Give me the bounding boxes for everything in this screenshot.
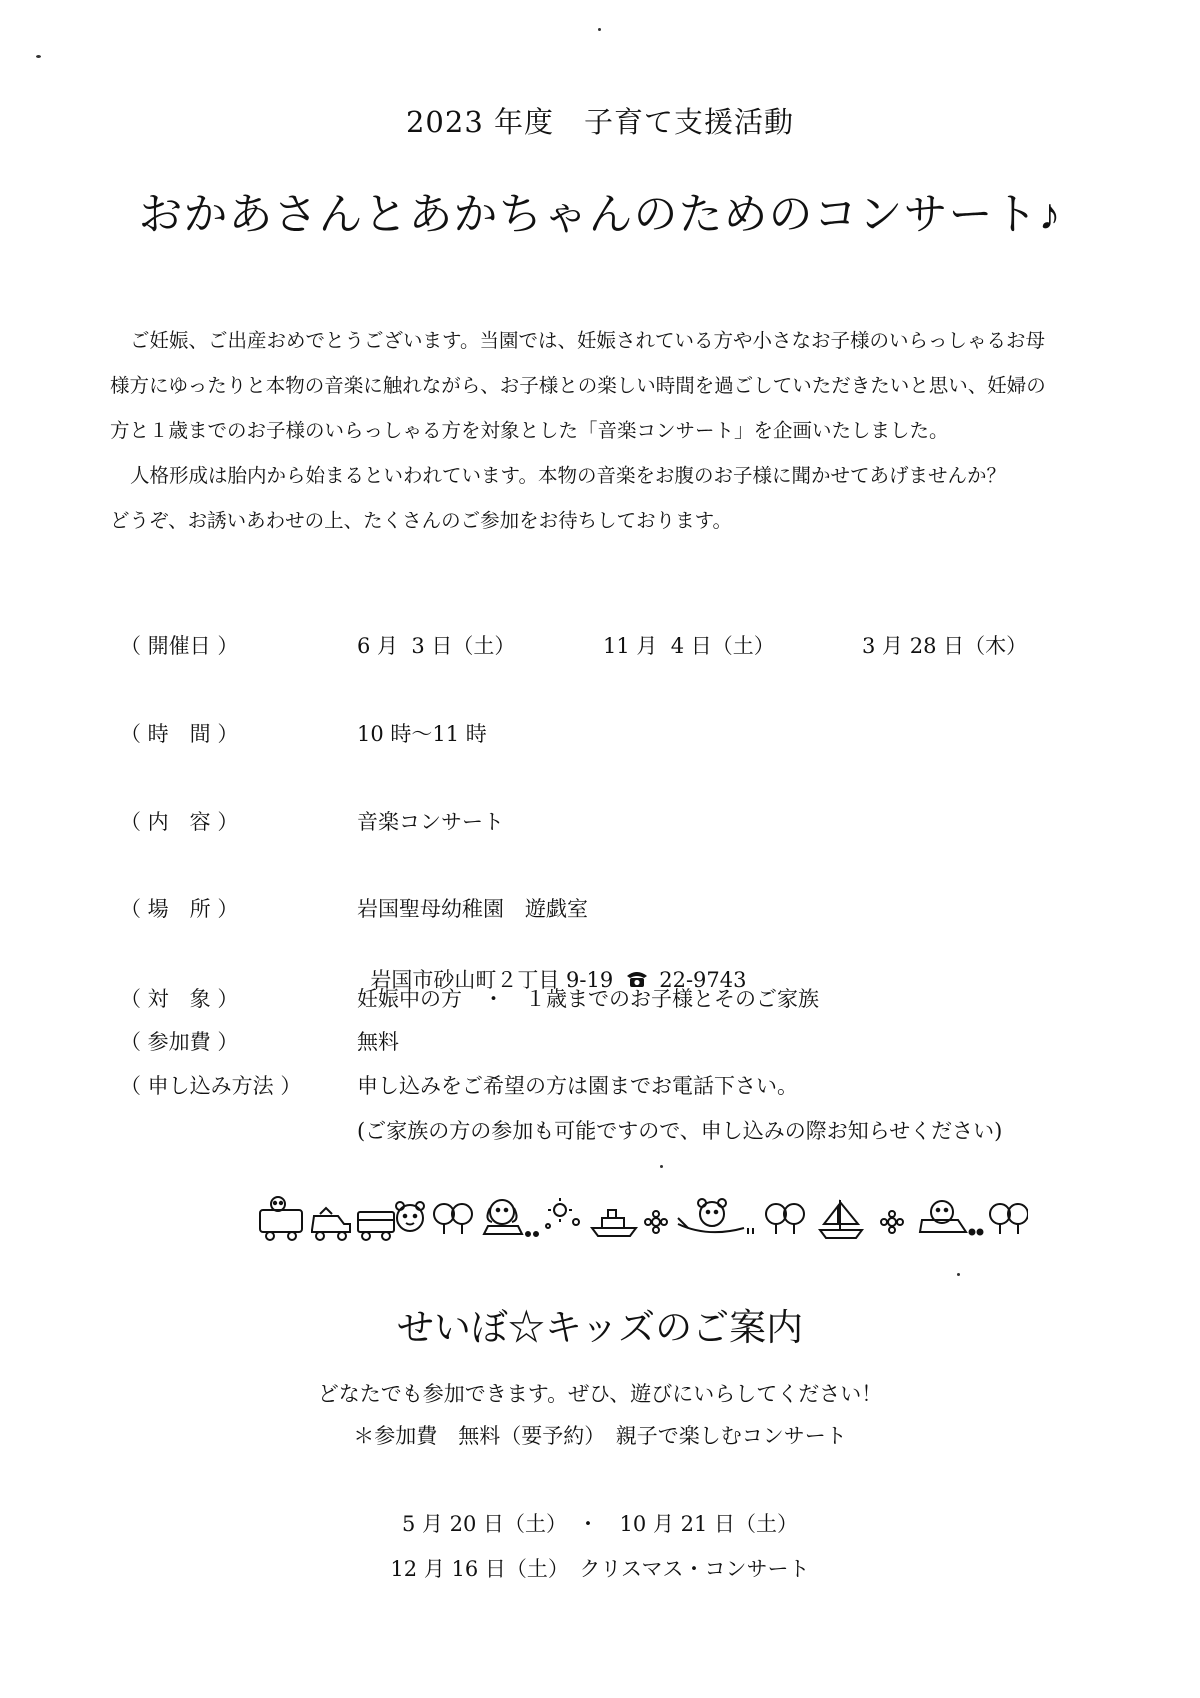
main-title: おかあさんとあかちゃんのためのコンサート♪: [138, 189, 1062, 240]
scan-speck: [957, 1273, 960, 1276]
sun-icon: [546, 1198, 579, 1228]
date-3: 3 月 28 日（木）: [862, 634, 1028, 658]
kids-dates-1: 5 月 20 日（土） ・ 10 月 21 日（土）: [401, 1512, 799, 1536]
flower-icon: [645, 1211, 667, 1233]
decorative-illustration-border: [258, 1190, 1028, 1246]
kids-line-1: どなたでも参加できます。ぜひ、遊びにいらしてください！: [317, 1382, 883, 1406]
content-value: 音楽コンサート: [357, 810, 504, 834]
scan-speck: [598, 28, 601, 31]
place-address: 岩国市砂山町２丁目 9-19: [370, 968, 614, 992]
intro-line: 人格形成は胎内から始まるといわれています。本物の音楽をお腹のお子様に聞かせてあげませんか？: [130, 464, 1006, 487]
fee-value: 無料: [357, 1030, 399, 1054]
label-time: （ 時 間 ）: [120, 722, 239, 746]
intro-line: 様方にゆったりと本物の音楽に触れながら、お子様との楽しい時間を過ごしていただきたいと思い、妊婦の: [110, 374, 1046, 397]
target-value: 妊娠中の方 ・ １歳までのお子様とそのご家族: [357, 987, 819, 1011]
label-target: （ 対 象 ）: [120, 987, 239, 1011]
bear-face-icon: [396, 1202, 424, 1231]
label-dates: （ 開催日 ）: [120, 634, 239, 658]
car-icon: [312, 1208, 350, 1240]
apply-note: (ご家族の方の参加も可能ですので、申し込みの際お知らせください): [357, 1119, 1003, 1143]
scan-speck: [660, 1165, 663, 1168]
intro-line: どうぞ、お誘いあわせの上、たくさんのご参加をお待ちしております。: [110, 509, 733, 532]
ship-icon: [592, 1210, 636, 1236]
label-content: （ 内 容 ）: [120, 810, 239, 834]
dog-icon: [484, 1200, 538, 1236]
bear-car-icon: [920, 1201, 983, 1235]
phone-number: 22-9743: [659, 968, 747, 992]
tree-icon: [990, 1204, 1028, 1234]
kids-title: せいぼ☆キッズのご案内: [396, 1306, 804, 1349]
label-apply: （ 申し込み方法 ）: [120, 1074, 302, 1098]
place-value: 岩国聖母幼稚園 遊戯室: [357, 897, 588, 921]
apply-value: 申し込みをご希望の方は園までお電話下さい。: [357, 1074, 798, 1098]
year-title: 2023 年度 子育て支援活動: [405, 105, 795, 139]
tree-icon: [434, 1204, 472, 1234]
date-1: 6 月 3 日（土）: [357, 634, 516, 658]
time-value: 10 時～11 時: [357, 722, 487, 746]
kids-line-2: ＊参加費 無料（要予約） 親子で楽しむコンサート: [353, 1424, 847, 1448]
train-icon: [260, 1197, 302, 1240]
kids-dates-2: 12 月 16 日（土） クリスマス・コンサート: [390, 1557, 810, 1581]
intro-line: 方と１歳までのお子様のいらっしゃる方を対象とした「音楽コンサート」を企画いたしました。: [110, 419, 949, 442]
bus-icon: [358, 1212, 394, 1240]
scan-speck: [36, 55, 41, 58]
date-2: 11 月 4 日（土）: [603, 634, 775, 658]
flower-icon: [881, 1211, 903, 1233]
bear-plane-icon: [678, 1199, 753, 1234]
sailboat-icon: [820, 1200, 862, 1238]
intro-line: ご妊娠、ご出産おめでとうございます。当園では、妊娠されている方や小さなお子様のいらっしゃるお母: [130, 329, 1045, 352]
tree-icon: [766, 1204, 804, 1234]
intro-text: [110, 318, 1130, 543]
label-fee: （ 参加費 ）: [120, 1030, 239, 1054]
label-place: （ 場 所 ）: [120, 897, 239, 921]
